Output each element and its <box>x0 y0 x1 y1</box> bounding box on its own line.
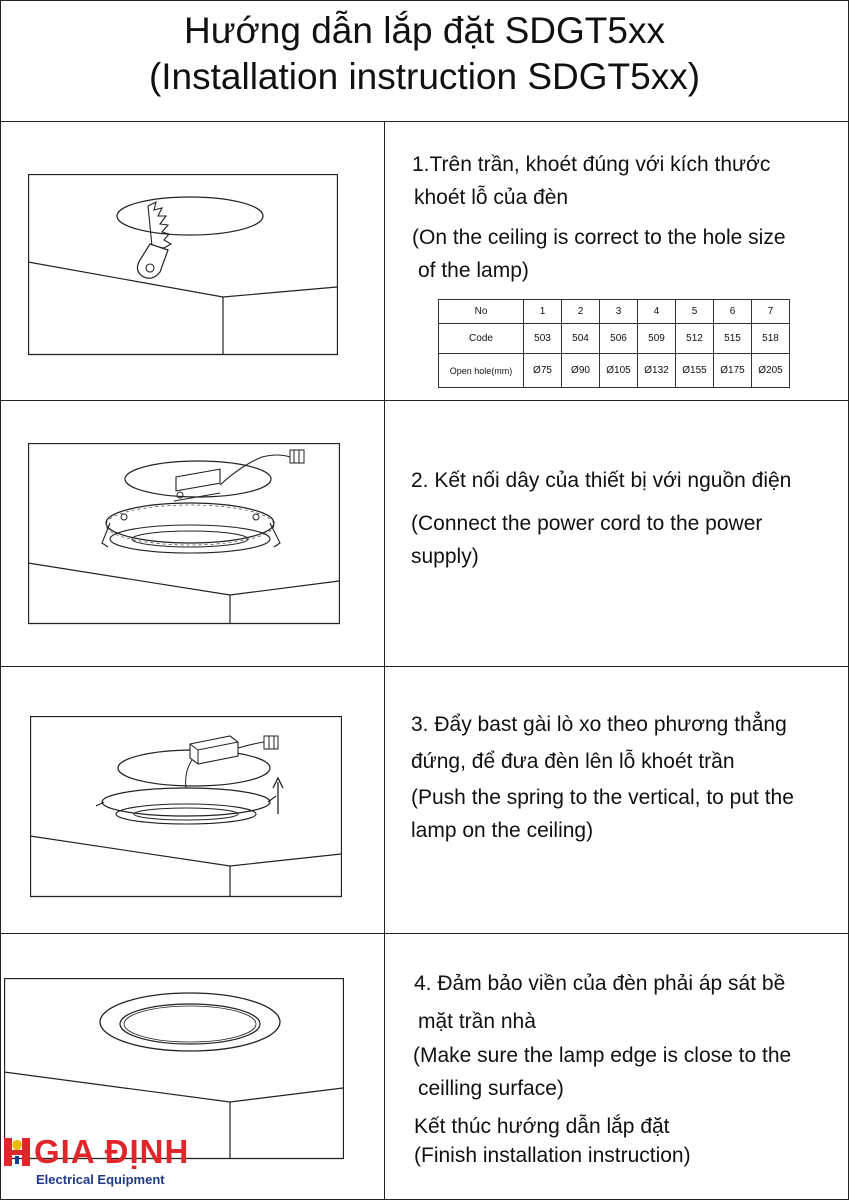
row-label-no: No <box>439 300 524 324</box>
open-hole-cell: Ø75 <box>524 354 562 388</box>
row-divider-3 <box>0 933 849 934</box>
row-label-code: Code <box>439 324 524 354</box>
row-divider-1 <box>0 400 849 401</box>
title-english: (Installation instruction SDGT5xx) <box>148 56 701 97</box>
spec-table <box>438 299 790 388</box>
code-cell: 503 <box>524 324 562 354</box>
code-cell: 506 <box>600 324 638 354</box>
step3-vi-line2: đứng, để đưa đèn lên lỗ khoét trần <box>411 750 735 773</box>
no-cell: 3 <box>600 300 638 324</box>
lightbulb-icon <box>2 1136 32 1170</box>
code-cell: 509 <box>638 324 676 354</box>
row-divider-2 <box>0 666 849 667</box>
finish-vi: Kết thúc hướng dẫn lắp đặt <box>414 1115 670 1138</box>
step4-vi-line1: 4. Đảm bảo viền của đèn phải áp sát bề <box>414 972 786 995</box>
code-cell: 518 <box>752 324 790 354</box>
finish-en: (Finish installation instruction) <box>414 1144 691 1167</box>
step3-en-line1: (Push the spring to the vertical, to put the <box>411 786 794 809</box>
step4-vi-line2: mặt trần nhà <box>418 1010 536 1033</box>
company-logo <box>0 1134 190 1194</box>
step1-vi-line2: khoét lỗ của đèn <box>414 186 569 209</box>
open-hole-cell: Ø132 <box>638 354 676 388</box>
no-cell: 2 <box>562 300 600 324</box>
title-vietnamese: Hướng dẫn lắp đặt SDGT5xx <box>184 10 665 51</box>
step3-en-line2: lamp on the ceiling) <box>411 819 594 842</box>
open-hole-cell: Ø155 <box>676 354 714 388</box>
step4-en-line2: ceilling surface) <box>418 1077 564 1100</box>
logo-name: GIA ĐỊNH <box>34 1133 190 1170</box>
step3-illustration <box>30 716 342 898</box>
open-hole-cell: Ø90 <box>562 354 600 388</box>
step3-vi-line1: 3. Đẩy bast gài lò xo theo phương thẳng <box>411 713 787 736</box>
open-hole-cell: Ø105 <box>600 354 638 388</box>
step2-en-line1: (Connect the power cord to the power <box>411 512 763 535</box>
code-cell: 504 <box>562 324 600 354</box>
step2-en-line2: supply) <box>411 545 479 568</box>
no-cell: 7 <box>752 300 790 324</box>
no-cell: 1 <box>524 300 562 324</box>
code-cell: 512 <box>676 324 714 354</box>
logo-tagline: Electrical Equipment <box>36 1172 165 1187</box>
open-hole-cell: Ø205 <box>752 354 790 388</box>
step1-vi-line1: 1.Trên trần, khoét đúng với kích thước <box>412 153 771 176</box>
header-divider <box>0 121 849 122</box>
no-cell: 4 <box>638 300 676 324</box>
step4-en-line1: (Make sure the lamp edge is close to the <box>413 1044 792 1067</box>
table-row <box>439 354 790 388</box>
page-title <box>0 8 849 100</box>
column-divider <box>384 122 385 1200</box>
step2-illustration <box>28 443 340 625</box>
no-cell: 5 <box>676 300 714 324</box>
table-row <box>439 300 790 324</box>
step2-vi-line1: 2. Kết nối dây của thiết bị với nguồn điện <box>411 469 792 492</box>
table-row <box>439 324 790 354</box>
step1-en-line2: of the lamp) <box>418 259 529 282</box>
step1-illustration <box>28 174 338 356</box>
open-hole-cell: Ø175 <box>714 354 752 388</box>
row-label-open-hole: Open hole(mm) <box>439 354 524 388</box>
step1-en-line1: (On the ceiling is correct to the hole size <box>412 226 786 249</box>
no-cell: 6 <box>714 300 752 324</box>
code-cell: 515 <box>714 324 752 354</box>
